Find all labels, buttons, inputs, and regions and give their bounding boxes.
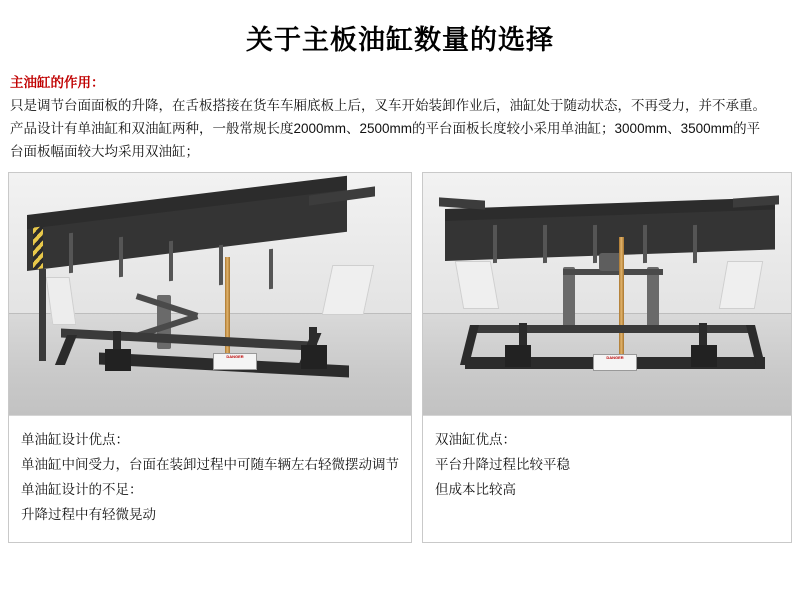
caption-line: 双油缸优点： — [435, 431, 516, 447]
danger-warning-label-text: DANGER — [606, 354, 624, 360]
deck-rib — [119, 237, 123, 277]
side-skirt — [322, 265, 375, 315]
frame-post-left — [39, 269, 46, 361]
panel-double-cylinder — [422, 172, 792, 543]
caption-line: 平台升降过程比较平稳 — [435, 456, 570, 472]
deck-rib — [643, 225, 647, 263]
deck-rib — [269, 249, 273, 289]
intro-paragraph-3: 台面板幅面较大均采用双油缸； — [10, 143, 199, 159]
bumper-block — [505, 345, 531, 367]
hydraulic-cylinder-right — [647, 267, 659, 329]
hazard-stripe — [33, 226, 43, 269]
intro-text-block — [0, 72, 800, 162]
caption-line: 升降过程中有轻微晃动 — [21, 506, 156, 522]
danger-warning-label-text: DANGER — [226, 353, 244, 359]
caption-line: 但成本比较高 — [435, 481, 516, 497]
lip-plate — [439, 197, 485, 209]
deck-rib — [493, 225, 497, 263]
single-cylinder-dock-leveler-photo — [9, 173, 411, 416]
danger-warning-label — [593, 354, 637, 371]
side-skirt — [455, 261, 499, 309]
bumper-block — [105, 349, 131, 371]
panel-single-cylinder — [8, 172, 412, 543]
intro-lead: 主油缸的作用： — [10, 75, 105, 91]
double-cylinder-dock-leveler-photo — [423, 173, 791, 416]
deck-rib — [169, 241, 173, 281]
bumper-block — [691, 345, 717, 367]
intro-paragraph-1: 只是调节台面面板的升降，在舌板搭接在货车车厢底板上后，叉车开始装卸作业后，油缸处于随动状态，不再受力，并不承重。 — [10, 98, 766, 114]
photo-horizon-line — [423, 313, 791, 314]
deck-rib — [593, 225, 597, 263]
page-root — [0, 24, 800, 589]
measurement-rod — [619, 237, 624, 363]
deck-rib — [69, 233, 73, 273]
intro-paragraph-2: 产品设计有单油缸和双油缸两种，一般常规长度2000mm、2500mm的平台面板长度较小采用单油缸；3000mm、3500mm的平 — [10, 121, 761, 137]
caption-line: 单油缸设计优点： — [21, 431, 129, 447]
hydraulic-cylinder-left — [563, 267, 575, 329]
deck-rib — [219, 245, 223, 285]
measurement-rod — [225, 257, 230, 365]
caption-line: 单油缸中间受力，台面在装卸过程中可随车辆左右轻微摆动调节 — [21, 456, 399, 472]
single-cylinder-caption — [9, 416, 411, 542]
caption-line: 单油缸设计的不足： — [21, 481, 143, 497]
deck-rib — [693, 225, 697, 263]
danger-warning-label — [213, 353, 257, 370]
page-title: 关于主板油缸数量的选择 — [246, 25, 554, 55]
bumper-block — [301, 345, 327, 369]
deck-rib — [543, 225, 547, 263]
side-skirt — [719, 261, 763, 309]
double-cylinder-caption — [423, 416, 791, 517]
panels-container — [0, 164, 800, 543]
